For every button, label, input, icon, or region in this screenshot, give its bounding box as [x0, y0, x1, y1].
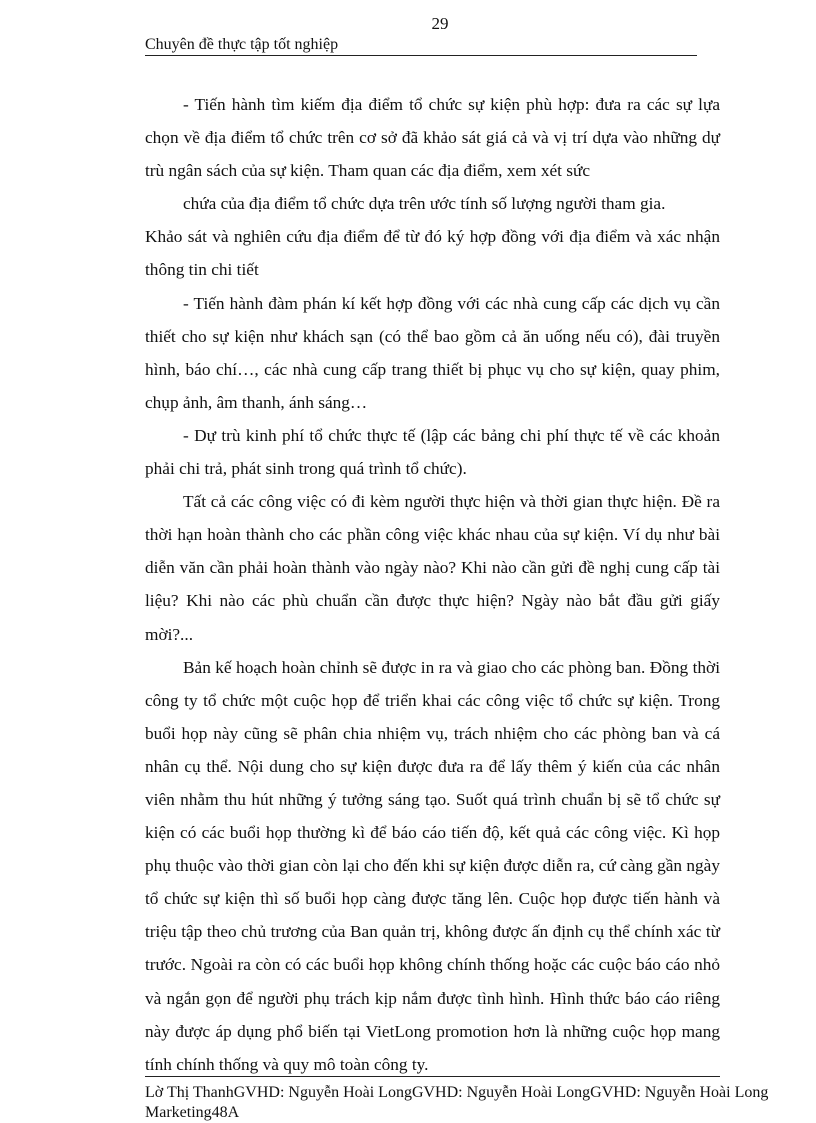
paragraph-venue-survey: Khảo sát và nghiên cứu địa điểm để từ đó ký hợp đồng với địa điểm và xác nhận thông tin chi tiết — [145, 227, 720, 280]
paragraph-budget: - Dự trù kinh phí tổ chức thực tế (lập các bảng chi phí thực tế về các khoản phải chi trả, phát sinh trong quá trình tổ chức). — [145, 425, 720, 479]
footer-rule — [145, 1076, 720, 1077]
header-title: Chuyên đề thực tập tốt nghiệp — [145, 36, 697, 56]
paragraph-meetings: Bản kế hoạch hoàn chỉnh sẽ được in ra và giao cho các phòng ban. Đồng thời công ty tổ chức một cuộc họp để triển khai các công việc tổ chức sự kiện. Trong buổi họp này cũng sẽ phân chia nhiệm vụ, trách nhiệm cho các phòng ban và cá nhân cụ thể. Nội dung cho sự kiện được đưa ra để lấy thêm ý kiến của các nhân viên nhằm thu hút những ý tưởng sáng tạo. Suốt quá trình chuẩn bị sẽ tổ chức sự kiện có các buổi họp thường kì để báo cáo tiến độ, kết quả các công việc. Kì họp phụ thuộc vào thời gian còn lại cho đến khi sự kiện được diễn ra, cứ càng gần ngày tổ chức sự kiện thì số buổi họp càng được tăng lên. Cuộc họp được tiến hành và triệu tập theo chủ trương của Ban quản trị, không được ấn định cụ thể chính xác từ trước. Ngoài ra còn có các buổi họp không chính thống hoặc các cuộc báo cáo nhỏ và ngắn gọn để người phụ trách kịp nắm được tình hình. Hình thức báo cáo riêng này được áp dụng phổ biến tại VietLong promotion hơn là những cuộc họp mang tính chính thống và quy mô toàn công ty. — [145, 657, 720, 1074]
paragraph-schedule: Tất cả các công việc có đi kèm người thực hiện và thời gian thực hiện. Đề ra thời hạn hoàn thành cho các phần công việc khác nhau của sự kiện. Ví dụ như bài diễn văn cần phải hoàn thành vào ngày nào? Khi nào cần gửi đề nghị cung cấp tài liệu? Khi nào các phù chuẩn cần được thực hiện? Ngày nào bắt đầu gửi giấy mời?... — [145, 492, 720, 644]
footer-author-line: Lờ Thị ThanhGVHD: Nguyễn Hoài LongGVHD: Nguyễn Hoài LongGVHD: Nguyễn Hoài Long — [145, 1084, 769, 1101]
footer-class-line: Marketing48A — [145, 1104, 240, 1121]
paragraph-venue: - Tiến hành tìm kiếm địa điểm tổ chức sự kiện phù hợp: đưa ra các sự lựa chọn về địa điểm tổ chức trên cơ sở đã khảo sát giá cả và vị trí dựa vào những dự trù ngân sách của sự kiện. Tham quan các địa điểm, xem xét sức — [145, 95, 720, 181]
paragraph-contracts: - Tiến hành đàm phán kí kết hợp đồng với các nhà cung cấp các dịch vụ cần thiết cho sự kiện như khách sạn (có thể bao gồm cả ăn uống nếu có), đài truyền hình, báo chí…, các nhà cung cấp trang thiết bị phục vụ cho sự kiện, quay phim, chụp ảnh, âm thanh, ánh sáng… — [145, 293, 720, 412]
page-number: 29 — [431, 14, 449, 33]
document-body — [145, 88, 720, 1081]
paragraph-venue-capacity: chứa của địa điểm tổ chức dựa trên ước tính số lượng người tham gia. — [183, 194, 666, 214]
